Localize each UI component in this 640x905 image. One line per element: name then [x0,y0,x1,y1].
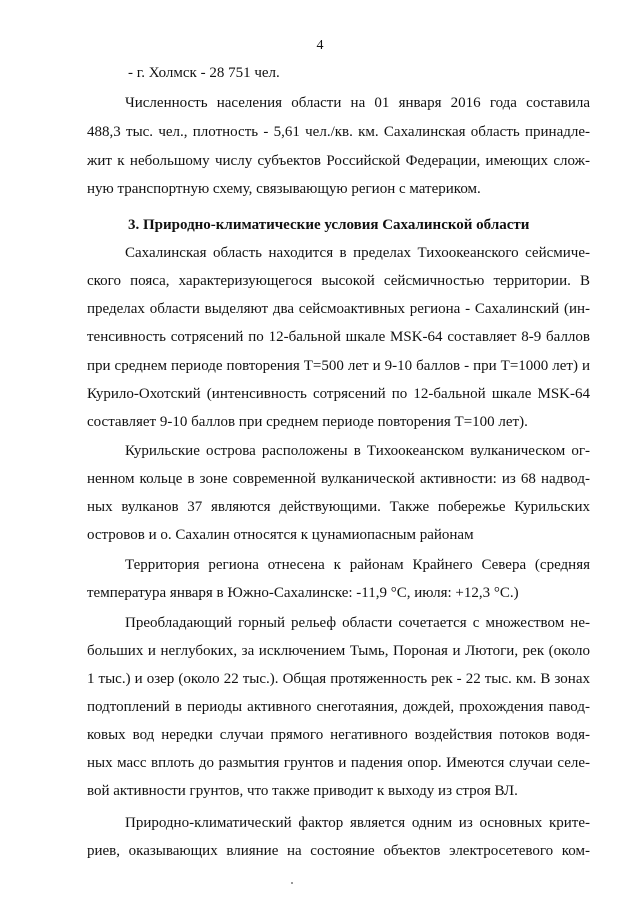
paragraph-line: 1 тыс.) и озер (около 22 тыс.). Общая протяженность рек - 22 тыс. км. В зонах [87,671,590,687]
paragraph-line: ненном кольце в зоне современной вулканической активности: из 68 надвод- [87,471,590,487]
paragraph-line: 488,3 тыс. чел., плотность - 5,61 чел./кв. км. Сахалинская область принадле- [87,124,590,140]
paragraph-line: подтоплений в периоды активного снеготаяния, дождей, прохождения павод- [87,699,590,715]
paragraph-line: Численность населения области на 01 января 2016 года составила [125,95,590,111]
paragraph-line: Природно-климатический фактор является одним из основных крите- [125,815,590,831]
scan-speck [291,882,293,884]
paragraph-line: тенсивность сотрясений по 12-бальной шкале MSK-64 составляет 8-9 баллов [87,329,590,345]
paragraph-line: температура января в Южно-Сахалинске: -11,9 °С, июля: +12,3 °С.) [87,585,519,601]
paragraph-line: Территория региона отнесена к районам Крайнего Севера (средняя [125,557,590,573]
paragraph-line: Курильские острова расположены в Тихоокеанском вулканическом ог- [125,443,590,459]
text-line: - г. Холмск - 28 751 чел. [128,65,280,81]
paragraph-line: ных вулканов 37 являются действующими. Также побережье Курильских [87,499,590,515]
paragraph-line: риев, оказывающих влияние на состояние объектов электросетевого ком- [87,843,590,859]
paragraph-line: ского пояса, характеризующегося высокой сейсмичностью территории. В [87,273,590,289]
paragraph-line: составляет 9-10 баллов при среднем периоде повторения Т=100 лет). [87,414,528,430]
paragraph-line: Сахалинская область находится в пределах Тихоокеанского сейсмиче- [125,245,590,261]
paragraph-line: жит к небольшому числу субъектов Российской Федерации, имеющих слож- [87,153,590,169]
paragraph-line: островов и о. Сахалин относятся к цунамиопасным районам [87,527,474,543]
paragraph-line: больших и неглубоких, за исключением Тымь, Пороная и Лютоги, рек (около [87,643,590,659]
page-number: 4 [316,38,324,53]
paragraph-line: пределах области выделяют два сейсмоактивных региона - Сахалинский (ин- [87,301,590,317]
section-heading: 3. Природно-климатические условия Сахалинской области [128,217,530,233]
paragraph-line: вой активности грунтов, что также приводит к выходу из строя ВЛ. [87,783,518,799]
paragraph-line: ных масс вплоть до размытия грунтов и падения опор. Имеются случаи селе- [87,755,590,771]
paragraph-line: Курило-Охотский (интенсивность сотрясений по 12-бальной шкале MSK-64 [87,386,590,402]
paragraph-line: Преобладающий горный рельеф области сочетается с множеством не- [125,615,590,631]
paragraph-line: ную транспортную схему, связывающую регион с материком. [87,181,481,197]
paragraph-line: при среднем периоде повторения Т=500 лет и 9-10 баллов - при Т=1000 лет) и [87,358,590,374]
paragraph-line: ковых вод нередки случаи прямого негативного воздействия потоков водя- [87,727,590,743]
